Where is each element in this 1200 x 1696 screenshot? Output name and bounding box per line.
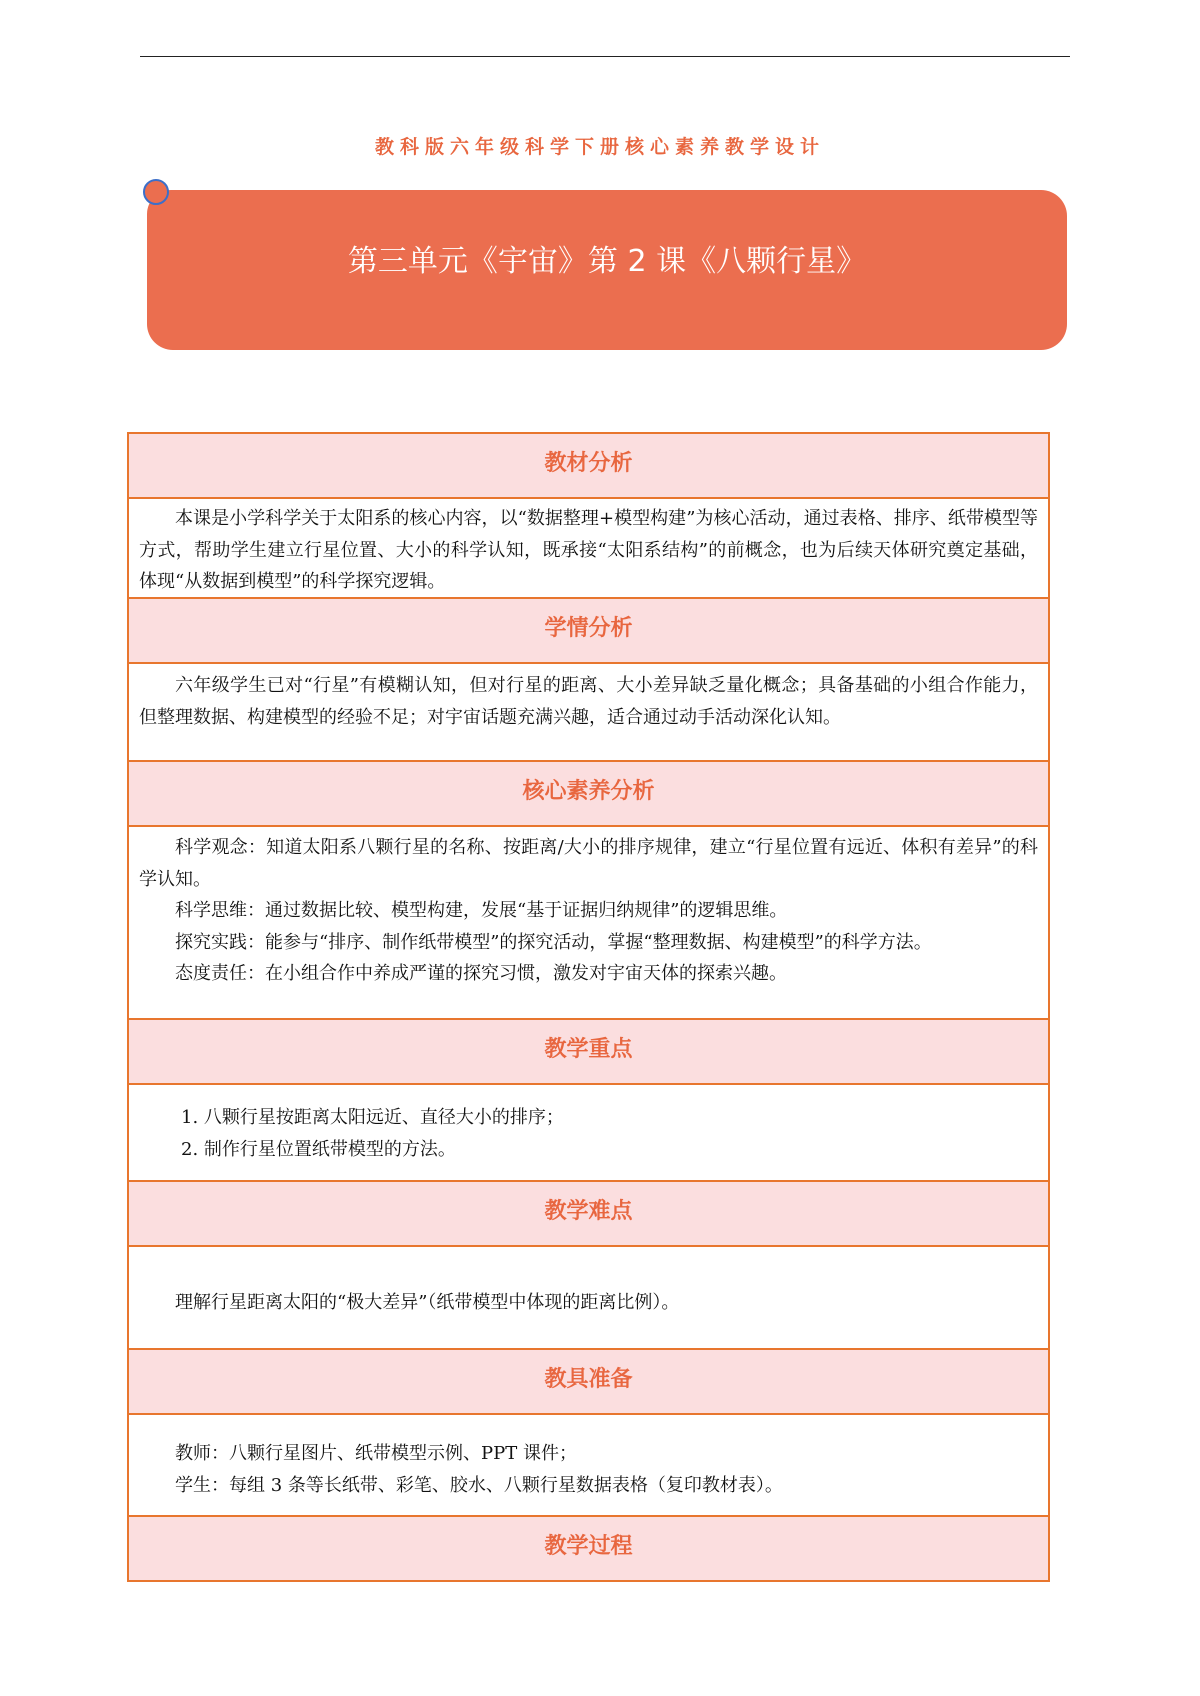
paragraph: 科学思维：通过数据比较、模型构建，发展“基于证据归纳规律”的逻辑思维。 [175,900,788,921]
section-heading-label: 核心素养分析 [522,779,655,804]
section-body-textbook-analysis [129,497,1048,599]
paragraph: 教师：八颗行星图片、纸带模型示例、PPT 课件； [175,1443,577,1464]
paragraph: 态度责任：在小组合作中养成严谨的探究习惯，激发对宇宙天体的探索兴趣。 [175,963,787,984]
list-item: 1. 八颗行星按距离太阳远近、直径大小的排序； [181,1107,564,1128]
paragraph: 探究实践：能参与“排序、制作纸带模型”的探究活动，掌握“整理数据、构建模型”的科学方法。 [175,931,932,953]
section-heading-label: 教材分析 [544,451,633,476]
section-body-core-literacy [129,825,1048,1020]
banner-dot-icon [143,179,169,205]
section-heading-core-literacy [129,762,1048,825]
section-heading-label: 教学难点 [544,1199,633,1224]
section-heading-difficulties [129,1182,1048,1245]
section-heading-materials [129,1350,1048,1413]
section-body-key-points [129,1083,1048,1182]
paragraph: 学生：每组 3 条等长纸带、彩笔、胶水、八颗行星数据表格（复印教材表）。 [175,1474,783,1496]
series-title: 教科版六年级科学下册核心素养教学设计 [374,136,825,158]
section-body-difficulties [129,1245,1048,1350]
lesson-title: 第三单元《宇宙》第 2 课《八颗行星》 [347,244,867,279]
section-heading-key-points [129,1020,1048,1083]
lesson-plan-table [127,432,1050,1582]
paragraph: 理解行星距离太阳的“极大差异”（纸带模型中体现的距离比例）。 [175,1292,680,1313]
section-heading-textbook-analysis [129,434,1048,497]
section-body-student-analysis [129,662,1048,762]
paragraph: 六年级学生已对“行星”有模糊认知，但对行星的距离、大小差异缺乏量化概念；具备基础的小组合作能力，但整理数据、构建模型的经验不足；对宇宙话题充满兴趣，适合通过动手活动深化认知。 [139,675,1038,728]
section-heading-label: 教学重点 [544,1037,633,1062]
section-heading-student-analysis [129,599,1048,662]
list-item: 2. 制作行星位置纸带模型的方法。 [181,1138,456,1160]
paragraph: 科学观念：知道太阳系八颗行星的名称、按距离/大小的排序规律，建立“行星位置有远近、体积有差异”的科学认知。 [139,837,1038,890]
section-heading-label: 学情分析 [544,616,633,641]
section-body-materials [129,1413,1048,1517]
top-rule [140,56,1070,57]
section-heading-label: 教学过程 [544,1534,633,1559]
section-heading-teaching-process [129,1517,1048,1580]
section-heading-label: 教具准备 [544,1367,633,1392]
paragraph: 本课是小学科学关于太阳系的核心内容，以“数据整理+模型构建”为核心活动，通过表格、排序、纸带模型等方式，帮助学生建立行星位置、大小的科学认知，既承接“太阳系结构”的前概念，也为后续天体研究奠定基础，体现“从数据到模型”的科学探究逻辑。 [139,508,1038,592]
